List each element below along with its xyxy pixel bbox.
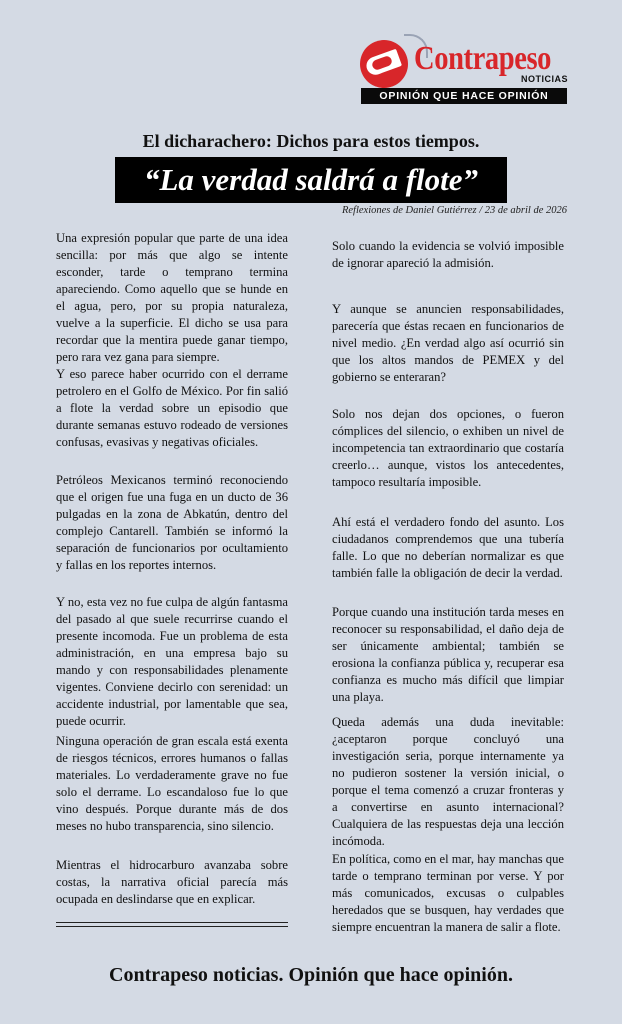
paragraph: Y eso parece haber ocurrido con el derrame petrolero en el Golfo de México. Por fin salió a flote la verdad sobre un episodio que durante semanas estuvo rodeado de versiones confusas, evasivas y negativas oficiales. <box>56 367 288 449</box>
megaphone-icon <box>360 40 408 88</box>
paragraph: Solo nos dejan dos opciones, o fueron cómplices del silencio, o exhiben un nivel de incompetencia tan extraordinario que costaría creerlo… aunque, vistos los antecedentes, tampoco resultaría imposible. <box>332 407 564 489</box>
column-end-rule <box>56 922 288 927</box>
paragraph: En política, como en el mar, hay manchas que tarde o temprano terminan por verse. Y por más comunicados, excusas o culpables heredados que se busquen, hay verdades que siempre encuentran la manera de salir a flote. <box>332 852 564 934</box>
paragraph: Mientras el hidrocarburo avanzaba sobre costas, la narrativa oficial parecía más ocupada en deslindarse que en explicar. <box>56 858 288 906</box>
paragraph: Porque cuando una institución tarda meses en reconocer su responsabilidad, el daño deja de ser únicamente ambiental; también se erosiona la confianza pública y, recuperar esa confianza es mucho más difícil que limpiar una playa. <box>332 605 564 704</box>
headline: “La verdad saldrá a flote” <box>115 157 507 203</box>
byline: Reflexiones de Daniel Gutiérrez / 23 de abril de 2026 <box>341 205 567 216</box>
brand-name: Contrapeso <box>414 40 552 77</box>
paragraph: Y no, esta vez no fue culpa de algún fantasma del pasado al que suele recurrirse cuando el presente incomoda. Fue un problema de esta administración, en una empresa bajo su mando y con responsabilidades plenamente vigentes. Conviene decirlo con serenidad: un accidente industrial, por lamentable que sea, puede ocurrir. <box>56 595 288 728</box>
paragraph: Ahí está el verdadero fondo del asunto. Los ciudadanos comprendemos que una tubería falle. Lo que no deberían normalizar es que también falle la obligación de decir la verdad. <box>332 515 564 580</box>
paragraph: Una expresión popular que parte de una idea sencilla: por más que algo se intente esconder, tarde o temprano termina apareciendo. Como aquello que se hunde en el agua, pero, por su propia naturaleza, vuelve a la superficie. El dicho se usa para recordar que la mentira puede ganar tiempo, pero rara vez gana para siempre. <box>56 231 288 364</box>
slogan-bar: OPINIÓN QUE HACE OPINIÓN <box>361 88 567 104</box>
paragraph: Y aunque se anuncien responsabilidades, parecería que éstas recaen en funcionarios de nivel medio. ¿En verdad algo así ocurrió sin que los altos mandos de PEMEX y del gobierno se enteraran? <box>332 302 564 384</box>
brand-subtitle: NOTICIAS <box>520 74 568 84</box>
footer-tagline: Contrapeso noticias. Opinión que hace opinión. <box>109 964 513 986</box>
paragraph: Petróleos Mexicanos terminó reconociendo que el origen fue una fuga en un ducto de 36 pulgadas en la zona de Abkatún, dentro del complejo Cantarell. También se informó la separación de funcionarios por ocultamiento y fallas en los reportes internos. <box>56 473 288 572</box>
paragraph: Queda además una duda inevitable: ¿aceptaron porque concluyó una investigación seria, porque internamente ya no pudieron sostener la versión inicial, o porque el tema comenzó a cruzar fronteras y a convertirse en asunto internacional? Cualquiera de las respuestas deja una lección incómoda. <box>332 715 564 848</box>
paragraph: Solo cuando la evidencia se volvió imposible de ignorar apareció la admisión. <box>332 239 564 270</box>
column-kicker: El dicharachero: Dichos para estos tiempos. <box>142 131 480 151</box>
paragraph: Ninguna operación de gran escala está exenta de riesgos técnicos, errores humanos o fallas materiales. Lo verdaderamente grave no fue solo el derrame. Lo escandaloso fue lo que vino después. Porque durante más de dos meses no hubo transparencia, sino silencio. <box>56 734 288 833</box>
